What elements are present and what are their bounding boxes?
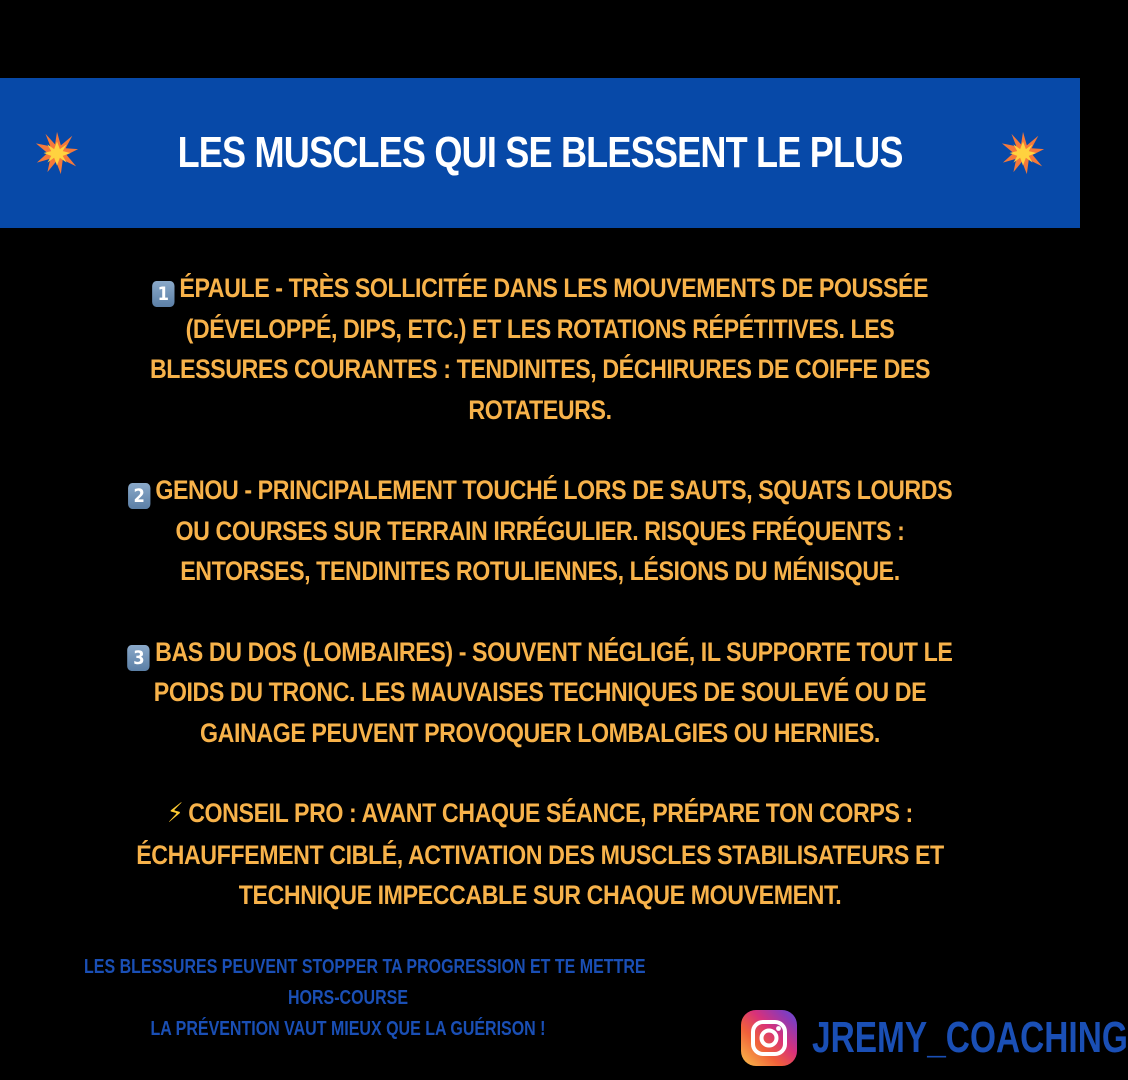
footer-line: LA PRÉVENTION VAUT MIEUX QUE LA GUÉRISON ! — [150, 1018, 546, 1040]
tips-content — [60, 268, 1020, 956]
section-text: GENOU - PRINCIPALEMENT TOUCHÉ LORS DE SAUTS, SQUATS LOURDS OU COURSES SUR TERRAIN IRRÉGULIER. RISQUES FRÉQUENTS : ENTORSES, TENDINITES ROTULIENNES, LÉSIONS DU MÉNISQUE. — [155, 475, 953, 586]
section-text: CONSEIL PRO : AVANT CHAQUE SÉANCE, PRÉPARE TON CORPS : ÉCHAUFFEMENT CIBLÉ, ACTIVATION DES MUSCLES STABILISATEURS ET TECHNIQUE IMPECCABLE SUR CHAQUE MOUVEMENT. — [136, 798, 944, 910]
collision-burst-icon — [34, 130, 80, 176]
section-lower-back — [60, 632, 1020, 754]
page-title: LES MUSCLES QUI SE BLESSENT LE PLUS — [177, 128, 903, 177]
footer-line: LES BLESSURES PEUVENT STOPPER TA PROGRESSION ET TE METTRE — [84, 956, 646, 978]
collision-burst-icon — [1000, 130, 1046, 176]
section-pro-tip — [60, 793, 1020, 916]
footer-line: HORS-COURSE — [287, 987, 408, 1009]
section-knee — [60, 470, 1020, 592]
section-shoulder — [60, 268, 1020, 430]
footer-note — [18, 952, 678, 1045]
instagram-handle[interactable]: JREMY_COACHING — [812, 1013, 1128, 1062]
keycap-3-icon: 3 — [128, 645, 150, 671]
lightning-bolt-icon: ⚡ — [167, 798, 184, 829]
keycap-1-icon: 1 — [152, 281, 174, 307]
keycap-2-icon: 2 — [128, 483, 150, 509]
instagram-icon[interactable] — [741, 1010, 797, 1066]
section-text: BAS DU DOS (LOMBAIRES) - SOUVENT NÉGLIGÉ, IL SUPPORTE TOUT LE POIDS DU TRONC. LES MAUVAISES TECHNIQUES DE SOULEVÉ OU DE GAINAGE PEUVENT PROVOQUER LOMBALGIES OU HERNIES. — [153, 636, 953, 748]
title-banner — [0, 78, 1080, 228]
section-text: ÉPAULE - TRÈS SOLLICITÉE DANS LES MOUVEMENTS DE POUSSÉE (DÉVELOPPÉ, DIPS, ETC.) ET LES ROTATIONS RÉPÉTITIVES. LES BLESSURES COURANTES : TENDINITES, DÉCHIRURES DE COIFFE DES ROTATEURS. — [149, 273, 931, 425]
